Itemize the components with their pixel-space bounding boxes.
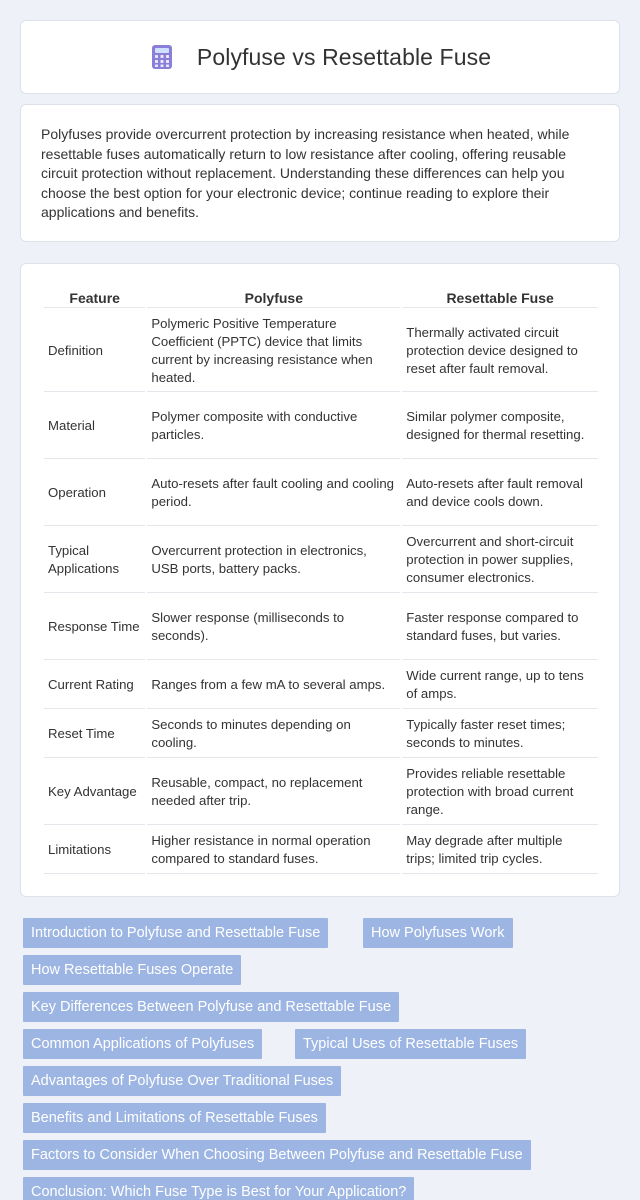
row-polyfuse: Overcurrent protection in electronics, USB ports, battery packs. — [147, 528, 400, 593]
row-resettable: Overcurrent and short-circuit protection in power supplies, consumer electronics. — [402, 528, 598, 593]
link-typical-uses[interactable]: Typical Uses of Resettable Fuses — [295, 1029, 526, 1059]
row-feature: Material — [44, 394, 145, 459]
header-card — [20, 20, 620, 94]
row-polyfuse: Reusable, compact, no replacement needed after trip. — [147, 760, 400, 825]
row-resettable: Auto-resets after fault removal and device cools down. — [402, 461, 598, 526]
link-key-differences[interactable]: Key Differences Between Polyfuse and Resettable Fuse — [23, 992, 399, 1022]
row-resettable: Typically faster reset times; seconds to minutes. — [402, 711, 598, 758]
link-benefits-limitations[interactable]: Benefits and Limitations of Resettable Fuses — [23, 1103, 326, 1133]
table-row — [44, 662, 598, 709]
page-title: Polyfuse vs Resettable Fuse — [196, 43, 492, 70]
table-row — [44, 827, 598, 874]
link-introduction[interactable]: Introduction to Polyfuse and Resettable Fuse — [23, 918, 328, 948]
table-row — [44, 461, 598, 526]
table-row — [44, 760, 598, 825]
row-resettable: Similar polymer composite, designed for thermal resetting. — [402, 394, 598, 459]
comparison-table — [42, 282, 600, 876]
row-resettable: Thermally activated circuit protection device designed to reset after fault removal. — [402, 310, 598, 392]
link-how-polyfuses-work[interactable]: How Polyfuses Work — [363, 918, 513, 948]
intro-card — [20, 104, 620, 242]
row-feature: Definition — [44, 310, 145, 392]
link-advantages[interactable]: Advantages of Polyfuse Over Traditional Fuses — [23, 1066, 341, 1096]
row-resettable: Wide current range, up to tens of amps. — [402, 662, 598, 709]
row-feature: Limitations — [44, 827, 145, 874]
row-resettable: May degrade after multiple trips; limited trip cycles. — [402, 827, 598, 874]
row-polyfuse: Auto-resets after fault cooling and cooling period. — [147, 461, 400, 526]
calculator-icon — [149, 44, 175, 70]
row-polyfuse: Polymer composite with conductive particles. — [147, 394, 400, 459]
row-feature: Current Rating — [44, 662, 145, 709]
row-polyfuse: Higher resistance in normal operation compared to standard fuses. — [147, 827, 400, 874]
table-row — [44, 310, 598, 392]
intro-text: Polyfuses provide overcurrent protection by increasing resistance when heated, while resettable fuses automatically return to low resistance after cooling, offering reusable circuit protection without replacement. Understanding these differences can help you choose the best option for your electronic device; continue reading to explore their applications and benefits. — [41, 126, 570, 220]
table-header-row — [44, 284, 598, 308]
row-polyfuse: Seconds to minutes depending on cooling. — [147, 711, 400, 758]
row-feature: Typical Applications — [44, 528, 145, 593]
link-factors[interactable]: Factors to Consider When Choosing Between Polyfuse and Resettable Fuse — [23, 1140, 531, 1170]
comparison-table-card — [20, 263, 620, 897]
table-row — [44, 711, 598, 758]
row-feature: Operation — [44, 461, 145, 526]
row-polyfuse: Slower response (milliseconds to seconds). — [147, 595, 400, 660]
header-polyfuse: Polyfuse — [147, 284, 400, 308]
row-polyfuse: Polymeric Positive Temperature Coefficient (PPTC) device that limits current by increasing resistance when heated. — [147, 310, 400, 392]
link-how-resettable-fuses-operate[interactable]: How Resettable Fuses Operate — [23, 955, 241, 985]
header-resettable-fuse: Resettable Fuse — [402, 284, 598, 308]
row-feature: Reset Time — [44, 711, 145, 758]
row-polyfuse: Ranges from a few mA to several amps. — [147, 662, 400, 709]
row-feature: Response Time — [44, 595, 145, 660]
row-resettable: Faster response compared to standard fuses, but varies. — [402, 595, 598, 660]
header-feature: Feature — [44, 284, 145, 308]
link-conclusion[interactable]: Conclusion: Which Fuse Type is Best for Your Application? — [23, 1177, 414, 1200]
table-row — [44, 528, 598, 593]
table-row — [44, 595, 598, 660]
table-row — [44, 394, 598, 459]
row-feature: Key Advantage — [44, 760, 145, 825]
row-resettable: Provides reliable resettable protection with broad current range. — [402, 760, 598, 825]
link-common-applications[interactable]: Common Applications of Polyfuses — [23, 1029, 262, 1059]
